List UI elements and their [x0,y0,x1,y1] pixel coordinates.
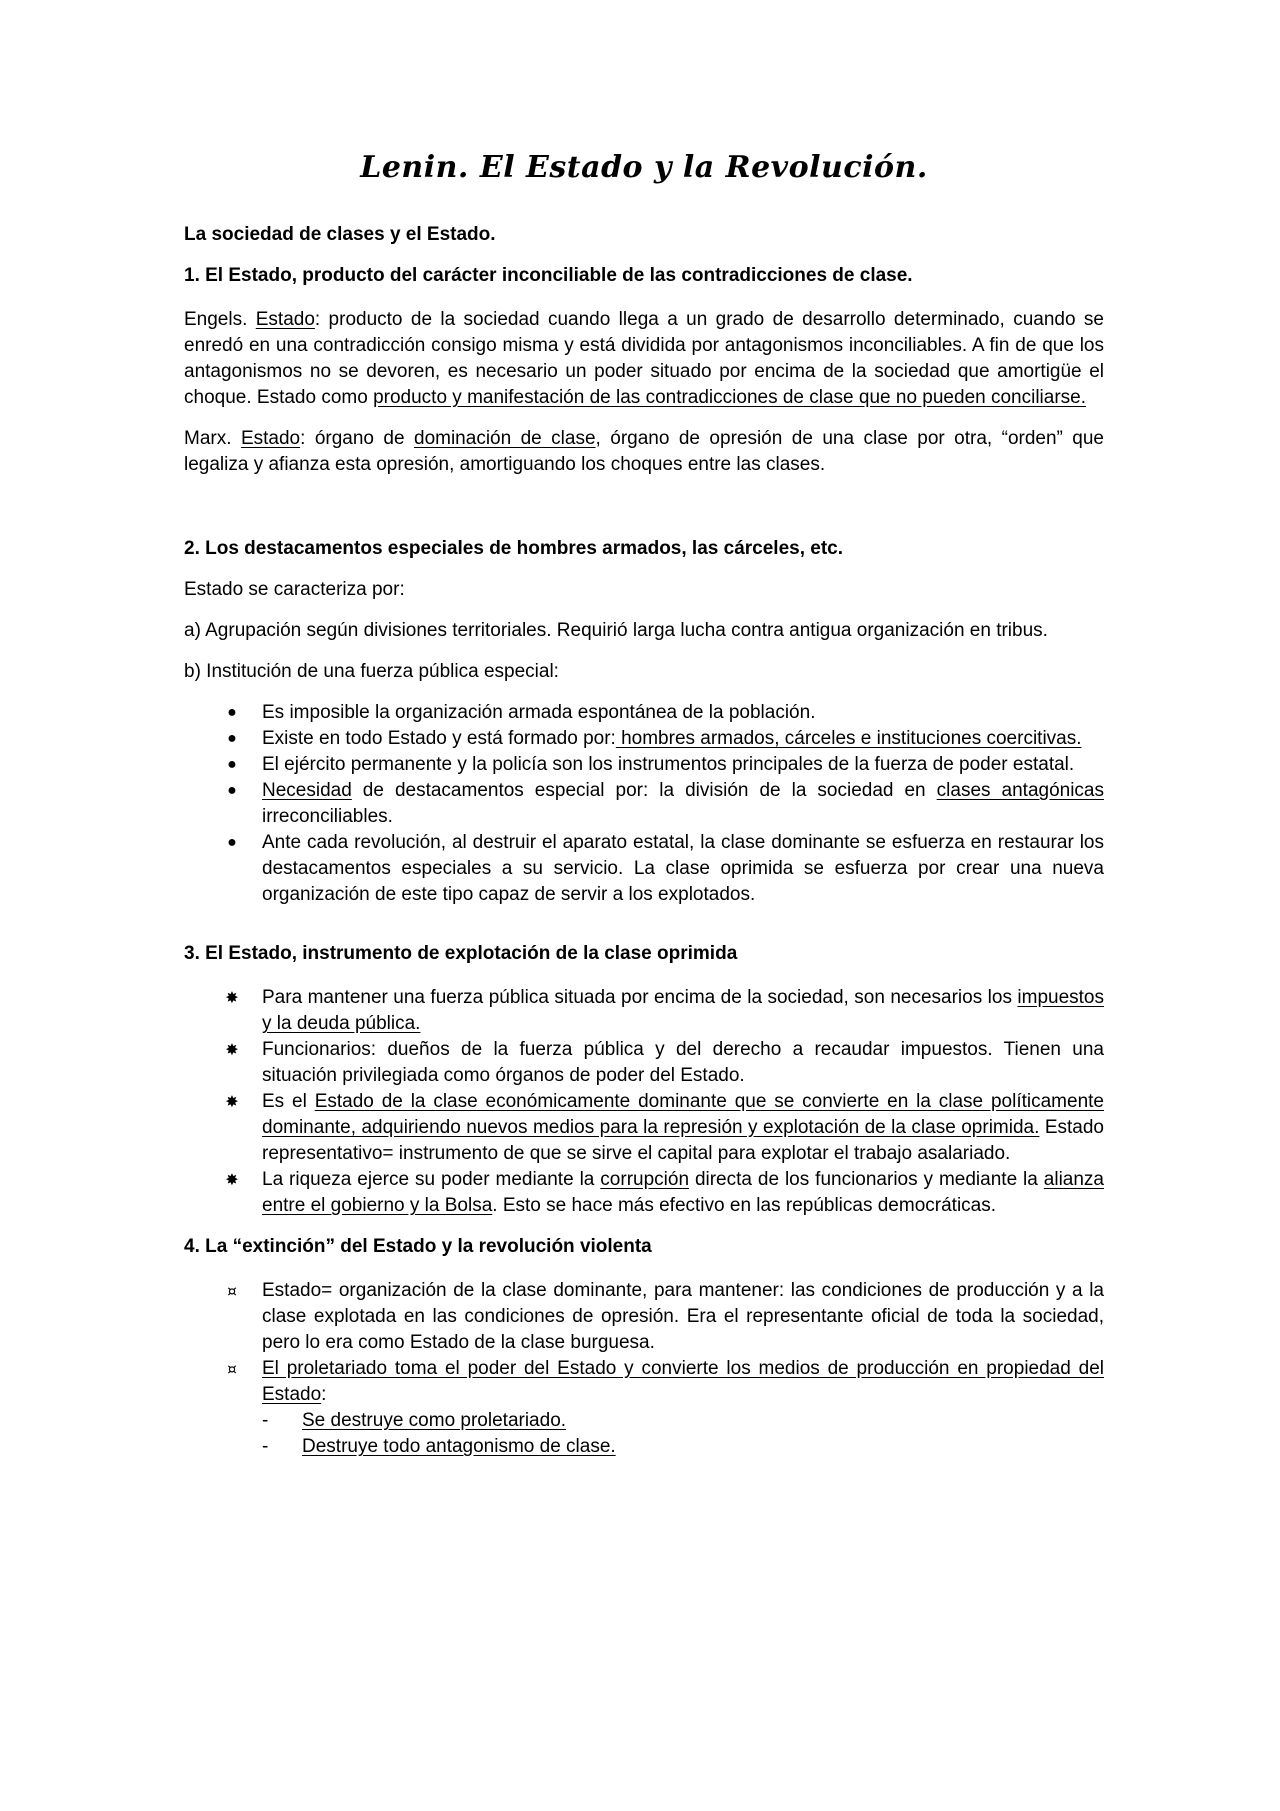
dash-marker: - [262,1410,269,1431]
engels-underlined: producto y manifestación de las contradicciones de clase que no pueden conciliarse. [373,387,1087,408]
bullet-star-icon: ✸ [225,1170,239,1189]
section2-heading: 2. Los destacamentos especiales de hombres armados, las cárceles, etc. [184,538,843,559]
section2-item-b: b) Institución de una fuerza pública especial: [184,661,559,682]
marx-paragraph [184,426,1104,478]
list-item: - Destruye todo antagonismo de clase. [262,1434,1104,1460]
list-item: ¤ Estado= organización de la clase dominante, para mantener: las condiciones de producción y a la clase explotada en las condiciones de opresión. Era el representante oficial de toda la sociedad, pero lo era como Estado de la clase burguesa. [184,1278,1104,1356]
dash-marker: - [262,1436,269,1457]
bullet-star-icon: ✸ [225,1040,239,1059]
list-item: ¤ El proletariado toma el poder del Estado y convierte los medios de producción en propiedad del Estado: - Se destruye como proletariado. - Destruye todo antagonismo de clase. [184,1356,1104,1460]
section1-heading: 1. El Estado, producto del carácter inconciliable de las contradicciones de clase. [184,265,913,286]
marx-text-1: : órgano de [300,428,414,449]
section3-heading: 3. El Estado, instrumento de explotación de la clase oprimida [184,943,738,964]
list-item: - Se destruye como proletariado. [262,1408,1104,1434]
bullet-dot-icon: ● [227,756,237,773]
engels-term: Estado [255,309,315,330]
section3-bullet-list [184,985,1104,1219]
list-item: ● Existe en todo Estado y está formado por: hombres armados, cárceles e instituciones coercitivas. [184,726,1104,752]
section4-dash-list [262,1408,1104,1460]
list-item: ✸ Funcionarios: dueños de la fuerza pública y del derecho a recaudar impuestos. Tienen una situación privilegiada como órganos de poder del Estado. [184,1037,1104,1089]
bullet-star-icon: ✸ [225,1092,239,1111]
bullet-dot-icon: ● [227,730,237,747]
document-title: Lenin. El Estado y la Revolución. [360,150,928,185]
list-item: ✸ Es el Estado de la clase económicamente dominante que se convierte en la clase políticamente dominante, adquiriendo nuevos medios para la represión y explotación de la clase oprimida. Estado representativo= instrumento de que se sirve el capital para explotar el trabajo asalariado. [184,1089,1104,1167]
document-body [184,222,1104,1460]
marx-text-2: , órgano de opresión de una clase por otra, “orden” que legaliza y afianza esta opresión, amortiguando los choques entre las clases. [184,428,1105,475]
bullet-star-icon: ✸ [225,988,239,1007]
engels-prefix: Engels. [184,309,256,330]
engels-paragraph [184,307,1104,411]
section-subtitle: La sociedad de clases y el Estado. [184,224,496,245]
list-item: ✸ La riqueza ejerce su poder mediante la corrupción directa de los funcionarios y mediante la alianza entre el gobierno y la Bolsa. Esto se hace más efectivo en las repúblicas democráticas. [184,1167,1104,1219]
marx-term: Estado [240,428,301,449]
list-item: ● Necesidad de destacamentos especial por: la división de la sociedad en clases antagónicas irreconciliables. [184,778,1104,830]
list-item: ● Es imposible la organización armada espontánea de la población. [184,700,1104,726]
section2-bullet-list [184,700,1104,908]
bullet-currency-icon: ¤ [227,1282,237,1300]
bullet-dot-icon: ● [227,782,237,799]
section2-intro: Estado se caracteriza por: [184,579,405,600]
engels-text: : producto de la sociedad cuando llega a un grado de desarrollo determinado, cuando se enredó en una contradicción consigo misma y está dividida por antagonismos inconciliables. A fin de que los antagonismos no se devoren, es necesario un poder situado por encima de la sociedad que amortigüe el choque. Estado como [184,309,1104,408]
marx-prefix: Marx. [184,428,241,449]
bullet-currency-icon: ¤ [227,1360,237,1378]
list-item: ● El ejército permanente y la policía son los instrumentos principales de la fuerza de poder estatal. [184,752,1104,778]
list-item: ● Ante cada revolución, al destruir el aparato estatal, la clase dominante se esfuerza en restaurar los destacamentos especiales a su servicio. La clase oprimida se esfuerza por crear una nueva organización de este tipo capaz de servir a los explotados. [184,830,1104,908]
section4-bullet-list [184,1278,1104,1460]
bullet-dot-icon: ● [227,834,237,851]
list-item: ✸ Para mantener una fuerza pública situada por encima de la sociedad, son necesarios los impuestos y la deuda pública. [184,985,1104,1037]
bullet-dot-icon: ● [227,704,237,721]
section4-heading: 4. La “extinción” del Estado y la revolución violenta [184,1236,652,1257]
marx-underlined: dominación de clase [414,428,596,449]
section2-item-a: a) Agrupación según divisiones territoriales. Requirió larga lucha contra antigua organización en tribus. [184,620,1048,641]
